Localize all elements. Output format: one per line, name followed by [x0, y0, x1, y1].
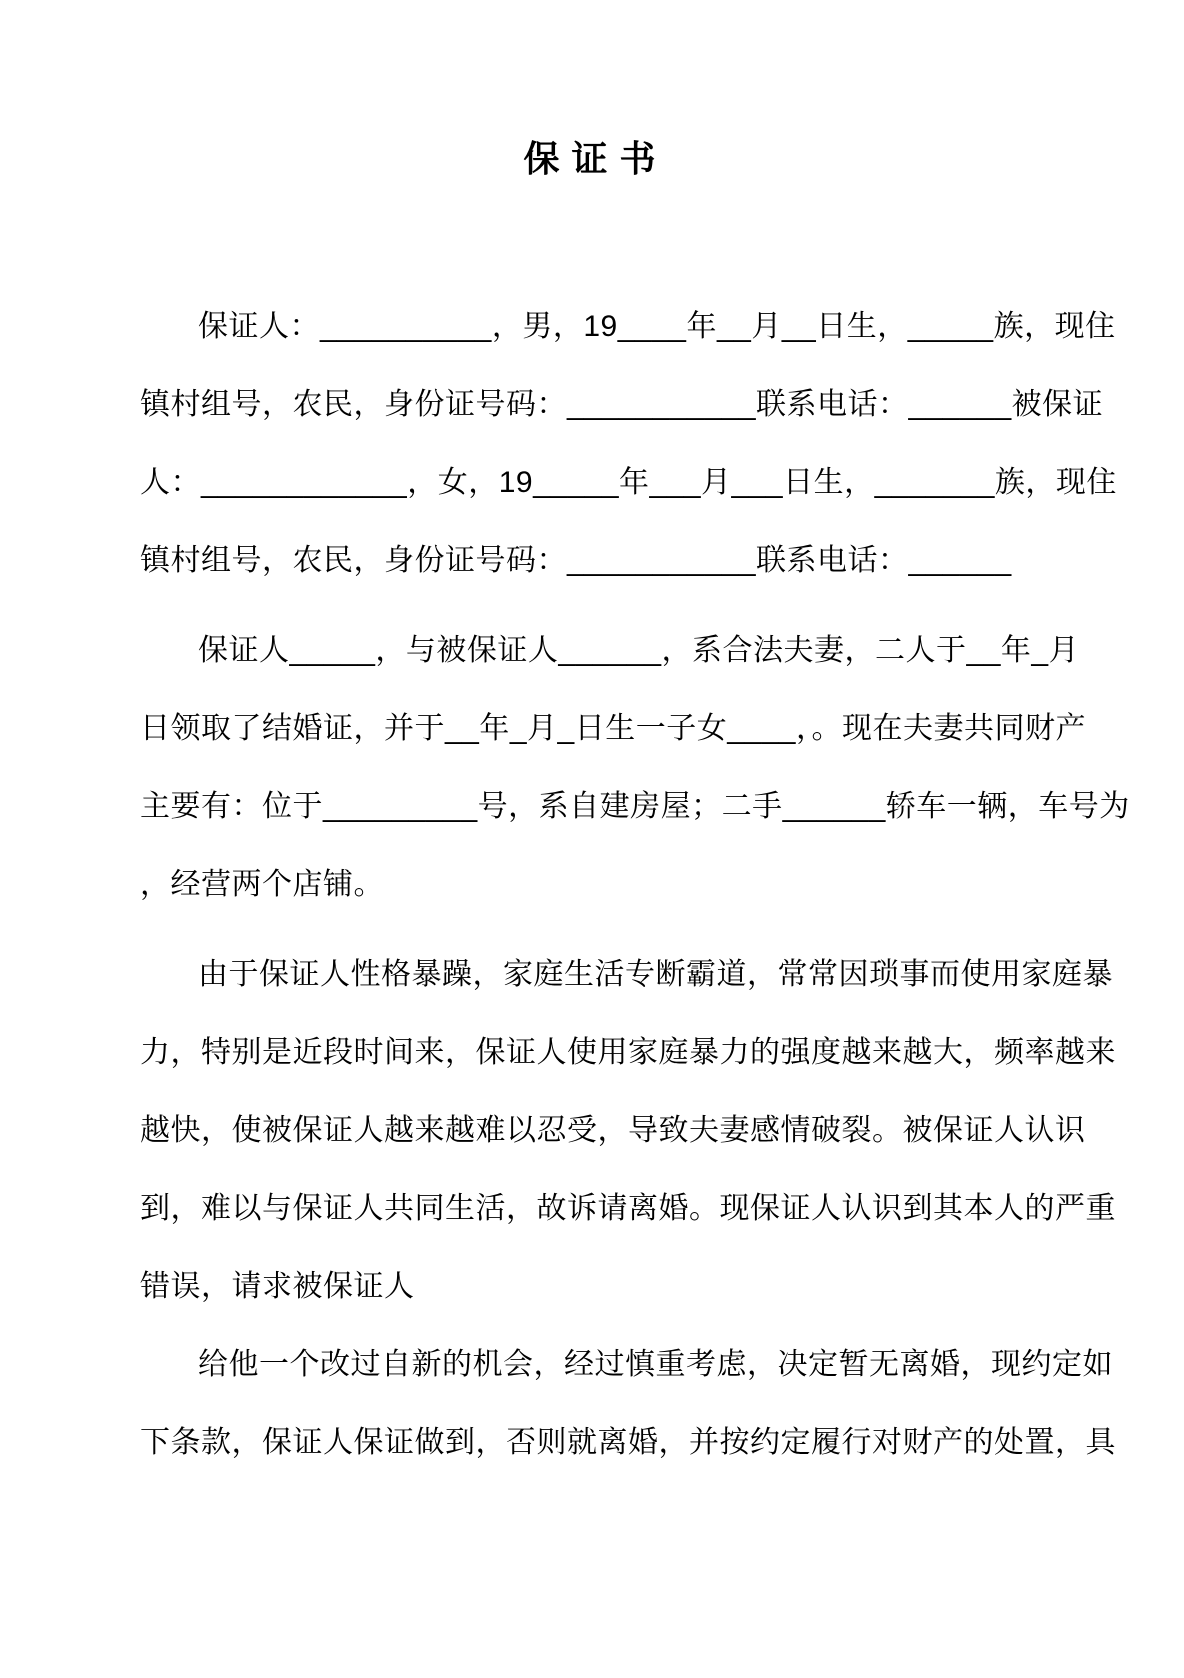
text-line: 越快，使被保证人越来越难以忍受，导致夫妻感情破裂。被保证人认识	[140, 1114, 1086, 1147]
paragraph-reason	[140, 936, 1116, 1326]
text-line: 人：____________，女，19_____年___月___日生，_______族，现住	[140, 466, 1117, 499]
text-line: 下条款，保证人保证做到，否则就离婚，并按约定履行对财产的处置，具	[140, 1426, 1116, 1459]
text-line: 镇村组号，农民，身份证号码：___________联系电话：______被保证	[140, 388, 1104, 421]
text-line: ，经营两个店铺。	[140, 868, 384, 901]
text-line: 到，难以与保证人共同生活，故诉请离婚。现保证人认识到其本人的严重	[140, 1192, 1116, 1225]
text-line: 日领取了结婚证，并于__年_月_日生一子女____，。现在夫妻共同财产	[140, 712, 1086, 745]
text-line: 保证人：__________，男，19____年__月__日生，_____族，现住	[198, 310, 1116, 343]
paragraph-agreement	[140, 1326, 1116, 1482]
text-line: 镇村组号，农民，身份证号码：___________联系电话：______	[140, 544, 1012, 577]
text-line: 力，特别是近段时间来，保证人使用家庭暴力的强度越来越大，频率越来	[140, 1036, 1116, 1069]
text-line: 保证人_____，与被保证人______，系合法夫妻，二人于__年_月	[198, 634, 1080, 667]
text-line: 由于保证人性格暴躁，家庭生活专断霸道，常常因琐事而使用家庭暴	[198, 958, 1113, 991]
paragraph-marriage-property	[140, 612, 1130, 924]
text-line: 错误，请求被保证人	[140, 1270, 415, 1303]
text-line: 给他一个改过自新的机会，经过慎重考虑，决定暂无离婚，现约定如	[198, 1348, 1113, 1381]
document-title: 保 证 书	[523, 138, 657, 179]
text-line: 主要有：位于_________号，系自建房屋；二手______轿车一辆，车号为	[140, 790, 1130, 823]
paragraph-guarantor-info	[140, 288, 1117, 600]
